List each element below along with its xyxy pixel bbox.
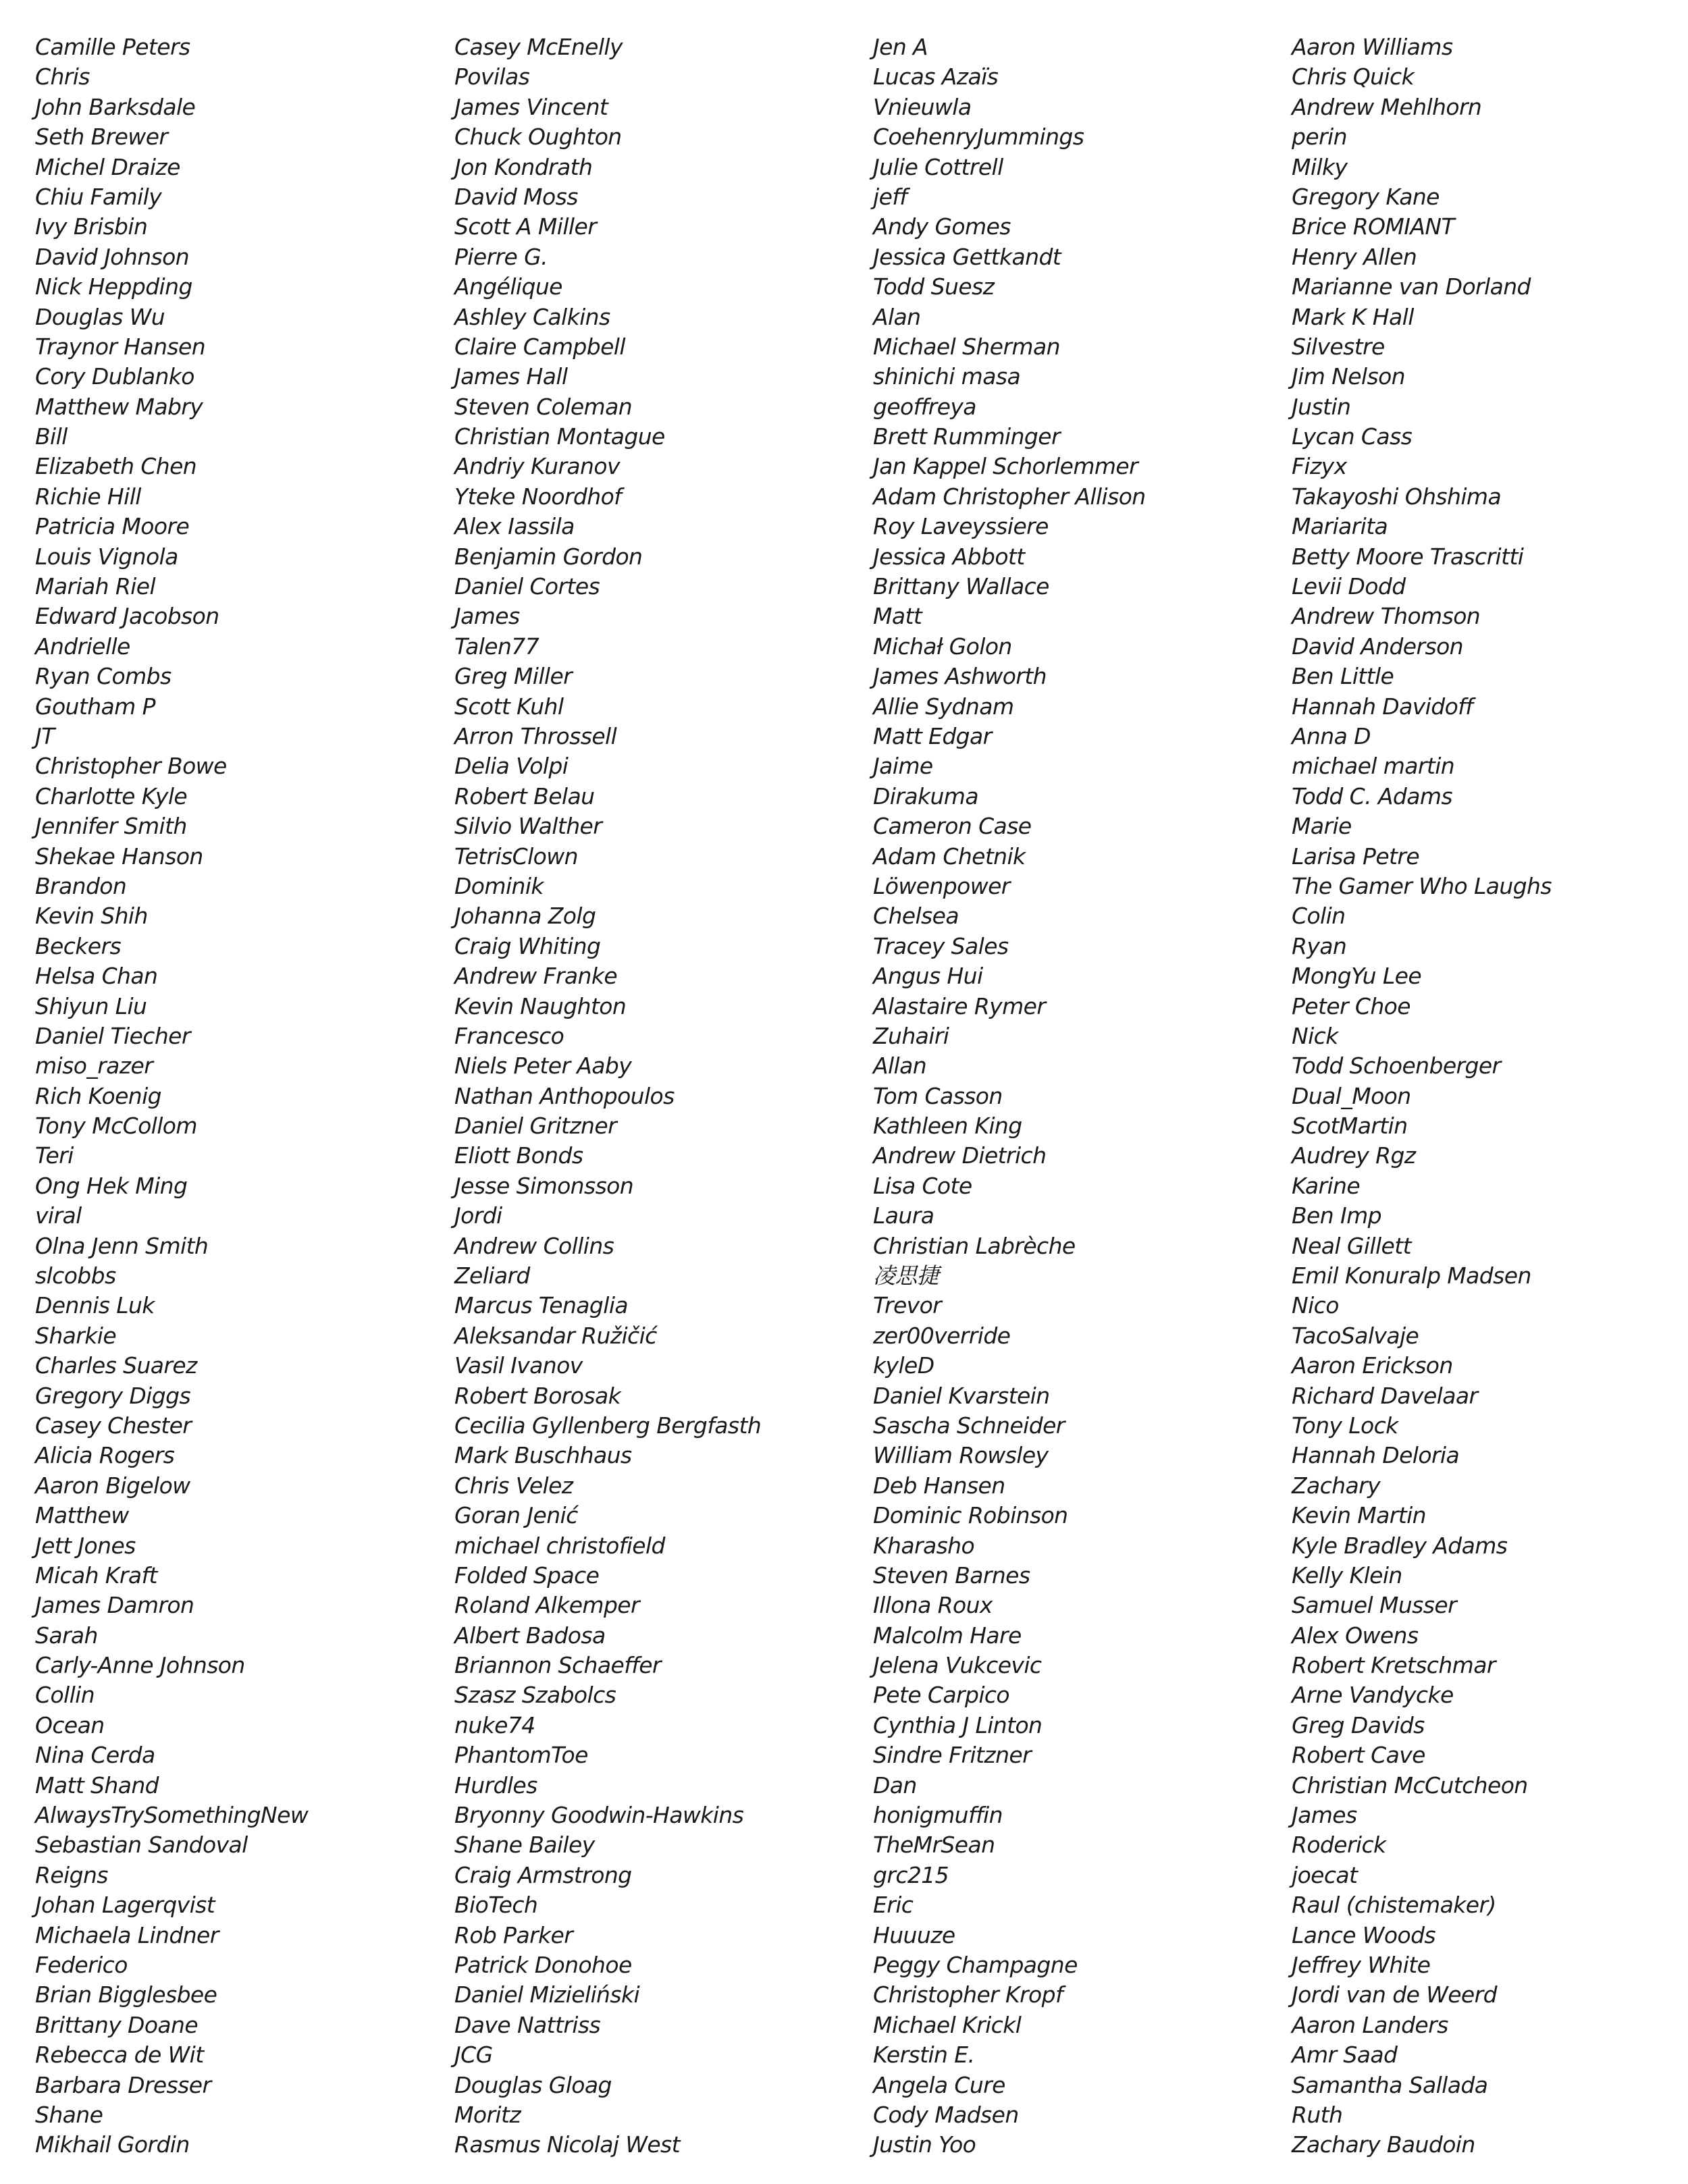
backer-name: Zachary Baudoin — [1292, 2131, 1475, 2158]
backer-name: Illona Roux — [873, 1592, 993, 1619]
backer-name: Alex Iassila — [454, 513, 575, 540]
backer-name: joecat — [1292, 1861, 1358, 1888]
backer-name: Allan — [873, 1053, 927, 1080]
backer-name: Mark K Hall — [1292, 303, 1414, 330]
backer-name: Audrey Rgz — [1292, 1142, 1416, 1169]
backer-name: Szasz Szabolcs — [454, 1682, 616, 1709]
backer-name: Patrick Donohoe — [454, 1952, 632, 1978]
backer-name: Matthew — [35, 1502, 129, 1529]
backer-name: Ben Imp — [1292, 1202, 1381, 1229]
backer-name: Michael Sherman — [873, 333, 1060, 360]
backer-name: Daniel Tiecher — [35, 1022, 190, 1049]
backer-name: Henry Allen — [1292, 243, 1417, 270]
backer-name: Reigns — [35, 1861, 108, 1888]
backer-name: Jessica Gettkandt — [873, 243, 1061, 270]
backer-name: Trevor — [873, 1292, 942, 1319]
backer-name: Camille Peters — [35, 34, 190, 60]
backer-name: Marcus Tenaglia — [454, 1292, 629, 1319]
backer-name: Shane Bailey — [454, 1832, 595, 1859]
backer-name: Dan — [873, 1772, 917, 1799]
backer-name: Gregory Diggs — [35, 1382, 191, 1409]
backer-name: Shiyun Liu — [35, 992, 147, 1019]
backer-name: Douglas Gloag — [454, 2071, 612, 2098]
backer-name: Jeffrey White — [1292, 1952, 1431, 1978]
backer-name: Rasmus Nicolaj West — [454, 2131, 680, 2158]
backer-name: Bryonny Goodwin-Hawkins — [454, 1802, 744, 1829]
backer-name: Ryan Combs — [35, 663, 172, 690]
backer-name: Justin Yoo — [873, 2131, 976, 2158]
backer-name: Teri — [35, 1142, 74, 1169]
backer-name: Goutham P — [35, 693, 155, 720]
backer-name: Claire Campbell — [454, 333, 625, 360]
backer-name: Andy Gomes — [873, 213, 1011, 240]
backer-name: Benjamin Gordon — [454, 543, 643, 570]
backer-name: Daniel Gritzner — [454, 1113, 617, 1140]
backer-name: viral — [35, 1202, 82, 1229]
backer-name: Lance Woods — [1292, 1921, 1436, 1948]
backer-name: Jelena Vukcevic — [873, 1652, 1042, 1679]
backer-name: Andrew Thomson — [1292, 603, 1481, 630]
backer-name: Chiu Family — [35, 183, 162, 210]
backer-name: Vnieuwla — [873, 93, 972, 120]
backer-name: Niels Peter Aaby — [454, 1053, 632, 1080]
backer-name: Jen A — [873, 34, 928, 60]
backer-name: Zuhairi — [873, 1022, 949, 1049]
backer-name: Bill — [35, 423, 68, 450]
backer-name: Sindre Fritzner — [873, 1742, 1032, 1769]
backer-name: Todd Suesz — [873, 273, 995, 300]
backer-name: Daniel Kvarstein — [873, 1382, 1050, 1409]
backer-name: AlwaysTrySomethingNew — [35, 1802, 309, 1829]
backer-name: Dennis Luk — [35, 1292, 155, 1319]
backer-name: Kelly Klein — [1292, 1562, 1402, 1589]
backer-name: Rob Parker — [454, 1921, 573, 1948]
backer-name: James Vincent — [454, 93, 608, 120]
backer-name: Olna Jenn Smith — [35, 1232, 209, 1259]
backer-name: jeff — [873, 183, 907, 210]
backer-name: Jordi van de Weerd — [1292, 1981, 1497, 2008]
backer-name: Jett Jones — [35, 1532, 136, 1559]
backer-name: Patricia Moore — [35, 513, 190, 540]
backer-name: Emil Konuralp Madsen — [1292, 1262, 1531, 1289]
backer-name: Pierre G. — [454, 243, 548, 270]
backer-name: Larisa Petre — [1292, 843, 1420, 870]
backer-name: Ashley Calkins — [454, 303, 610, 330]
backer-name: Deb Hansen — [873, 1472, 1005, 1499]
backer-name: Charlotte Kyle — [35, 782, 188, 809]
backer-name: miso_razer — [35, 1053, 153, 1080]
backer-name: PhantomToe — [454, 1742, 588, 1769]
backer-name: Louis Vignola — [35, 543, 178, 570]
backer-name: Laura — [873, 1202, 934, 1229]
backer-name: Christopher Bowe — [35, 753, 227, 780]
backer-name: Mark Buschhaus — [454, 1442, 632, 1469]
backer-name: Cody Madsen — [873, 2101, 1019, 2128]
names-column-1 — [35, 32, 440, 2160]
backer-name: Lycan Cass — [1292, 423, 1413, 450]
backer-name: Cory Dublanko — [35, 363, 194, 390]
backer-name: Kerstin E. — [873, 2042, 975, 2069]
backer-name: Sarah — [35, 1622, 98, 1649]
backer-name: Steven Barnes — [873, 1562, 1030, 1589]
backer-name: Rebecca de Wit — [35, 2042, 204, 2069]
backer-name: Delia Volpi — [454, 753, 569, 780]
backer-name: Eric — [873, 1892, 914, 1919]
backer-name: Steven Coleman — [454, 393, 633, 420]
backer-name: Sebastian Sandoval — [35, 1832, 248, 1859]
backer-name: Anna D — [1292, 722, 1371, 749]
backer-name: Albert Badosa — [454, 1622, 606, 1649]
backer-name: Fizyx — [1292, 453, 1347, 480]
backer-name: Arne Vandycke — [1292, 1682, 1454, 1709]
backer-name: Elizabeth Chen — [35, 453, 197, 480]
backer-name: Richard Davelaar — [1292, 1382, 1478, 1409]
backer-name: Dave Nattriss — [454, 2011, 601, 2038]
backer-name: Takayoshi Ohshima — [1292, 483, 1502, 510]
backer-name: Greg Miller — [454, 663, 573, 690]
names-column-4 — [1292, 32, 1688, 2160]
backer-name: Brittany Wallace — [873, 573, 1049, 600]
backer-name: Richie Hill — [35, 483, 141, 510]
backer-name: Folded Space — [454, 1562, 600, 1589]
backer-name: Michel Draize — [35, 153, 180, 180]
backer-name: Brice ROMIANT — [1292, 213, 1455, 240]
backer-name: Chris Velez — [454, 1472, 573, 1499]
backer-name: Allie Sydnam — [873, 693, 1014, 720]
backer-name: Samuel Musser — [1292, 1592, 1457, 1619]
backer-name: TetrisClown — [454, 843, 578, 870]
backer-name: Nick — [1292, 1022, 1338, 1049]
backer-name: Brandon — [35, 872, 127, 899]
backer-name: Kevin Martin — [1292, 1502, 1426, 1529]
backer-name: James Hall — [454, 363, 568, 390]
backer-name: Löwenpower — [873, 872, 1010, 899]
backer-name: Huuuze — [873, 1921, 955, 1948]
backer-name: CoehenryJummings — [873, 124, 1084, 151]
backer-name: JT — [35, 722, 55, 749]
backer-name: Christopher Kropf — [873, 1981, 1063, 2008]
backer-name: Aaron Landers — [1292, 2011, 1448, 2038]
backer-name: nuke74 — [454, 1711, 535, 1738]
backer-name: Nico — [1292, 1292, 1339, 1319]
backer-name: Peter Choe — [1292, 992, 1410, 1019]
backer-name: Mariarita — [1292, 513, 1388, 540]
backer-name: Lisa Cote — [873, 1172, 972, 1199]
backer-name: Amr Saad — [1292, 2042, 1398, 2069]
backer-name: James Ashworth — [873, 663, 1047, 690]
backer-name: David Moss — [454, 183, 578, 210]
backer-name: grc215 — [873, 1861, 949, 1888]
backer-name: Matt — [873, 603, 922, 630]
backer-name: ScotMartin — [1292, 1113, 1408, 1140]
backer-name: Ong Hek Ming — [35, 1172, 188, 1199]
backer-name: Johan Lagerqvist — [35, 1892, 215, 1919]
backer-name: Hurdles — [454, 1772, 537, 1799]
backer-name: Francesco — [454, 1022, 564, 1049]
backer-name: Andrew Mehlhorn — [1292, 93, 1482, 120]
backer-name: James Damron — [35, 1592, 194, 1619]
backer-name: Christian Montague — [454, 423, 665, 450]
backer-name: Andriy Kuranov — [454, 453, 620, 480]
backer-name: Karine — [1292, 1172, 1361, 1199]
backer-name: Ben Little — [1292, 663, 1394, 690]
backer-name: Ivy Brisbin — [35, 213, 148, 240]
backer-name: Gregory Kane — [1292, 183, 1440, 210]
backer-name: Jessica Abbott — [873, 543, 1025, 570]
backer-name: Matthew Mabry — [35, 393, 203, 420]
backer-name: Shekae Hanson — [35, 843, 203, 870]
backer-name: slcobbs — [35, 1262, 116, 1289]
backer-name: Marie — [1292, 813, 1352, 840]
backer-name: Andrew Collins — [454, 1232, 614, 1259]
backer-name: Matt Edgar — [873, 722, 992, 749]
backer-name: Silvestre — [1292, 333, 1385, 360]
backer-name: Talen77 — [454, 633, 539, 660]
backer-name: Tom Casson — [873, 1082, 1003, 1109]
backer-name: Robert Borosak — [454, 1382, 621, 1409]
backer-name: Christian McCutcheon — [1292, 1772, 1528, 1799]
backer-name: Daniel Mizieliński — [454, 1981, 640, 2008]
backer-name: Jaime — [873, 753, 933, 780]
backer-name: David Anderson — [1292, 633, 1463, 660]
backer-name: Vasil Ivanov — [454, 1352, 583, 1379]
backer-name: Betty Moore Trascritti — [1292, 543, 1524, 570]
backer-name: TacoSalvaje — [1292, 1322, 1419, 1349]
backer-name: Roy Laveyssiere — [873, 513, 1049, 540]
backer-name: Jon Kondrath — [454, 153, 593, 180]
backer-name: Cynthia J Linton — [873, 1711, 1043, 1738]
backer-name: Dominik — [454, 872, 544, 899]
backer-name: Lucas Azaïs — [873, 63, 999, 90]
backer-name: Helsa Chan — [35, 963, 158, 990]
backer-name: Jesse Simonsson — [454, 1172, 634, 1199]
backer-name: The Gamer Who Laughs — [1292, 872, 1552, 899]
backer-name: Brian Bigglesbee — [35, 1981, 217, 2008]
backer-name: Raul (chistemaker) — [1292, 1892, 1496, 1919]
backer-name: Kevin Shih — [35, 903, 148, 930]
backer-name: Craig Whiting — [454, 932, 601, 959]
backer-name: Seth Brewer — [35, 124, 168, 151]
backer-name: Andrielle — [35, 633, 130, 660]
backer-name: Tony Lock — [1292, 1412, 1398, 1439]
backer-name: Levii Dodd — [1292, 573, 1406, 600]
backer-name: Ruth — [1292, 2101, 1343, 2128]
backer-name: Charles Suarez — [35, 1352, 197, 1379]
backer-name: Adam Christopher Allison — [873, 483, 1146, 510]
backer-name: Brett Rumminger — [873, 423, 1060, 450]
backer-name: Hannah Davidoff — [1292, 693, 1473, 720]
backer-name: Carly-Anne Johnson — [35, 1652, 245, 1679]
backer-name: Kharasho — [873, 1532, 975, 1559]
backer-name: Povilas — [454, 63, 530, 90]
backer-name: Daniel Cortes — [454, 573, 600, 600]
backer-name: Julie Cottrell — [873, 153, 1003, 180]
backer-name: Robert Cave — [1292, 1742, 1425, 1769]
backer-name: Angela Cure — [873, 2071, 1005, 2098]
backer-name: Traynor Hansen — [35, 333, 206, 360]
backer-name: Angélique — [454, 273, 562, 300]
backer-name: BioTech — [454, 1892, 538, 1919]
backer-name: Robert Belau — [454, 782, 595, 809]
backer-name: Matt Shand — [35, 1772, 159, 1799]
backer-name: Mariah Riel — [35, 573, 156, 600]
backer-name: Peggy Champagne — [873, 1952, 1078, 1978]
backer-name: William Rowsley — [873, 1442, 1049, 1469]
backer-name: Micah Kraft — [35, 1562, 157, 1589]
backer-name: Alan — [873, 303, 921, 330]
backer-name: Chelsea — [873, 903, 959, 930]
backer-name: Mikhail Gordin — [35, 2131, 190, 2158]
backer-name: Brittany Doane — [35, 2011, 199, 2038]
backer-name: Todd Schoenberger — [1292, 1053, 1501, 1080]
backer-name: Adam Chetnik — [873, 843, 1026, 870]
backer-name: Chris Quick — [1292, 63, 1415, 90]
backer-name: Neal Gillett — [1292, 1232, 1411, 1259]
backer-name: Moritz — [454, 2101, 521, 2128]
backer-name: Kevin Naughton — [454, 992, 627, 1019]
backer-name: Aaron Williams — [1292, 34, 1453, 60]
backer-name: Alicia Rogers — [35, 1442, 175, 1469]
backer-name: Todd C. Adams — [1292, 782, 1452, 809]
backer-name: Andrew Dietrich — [873, 1142, 1047, 1169]
backer-name: Christian Labrèche — [873, 1232, 1076, 1259]
backer-name: Cameron Case — [873, 813, 1032, 840]
backer-name: Nick Heppding — [35, 273, 192, 300]
names-column-3 — [873, 32, 1278, 2160]
backer-name: shinichi masa — [873, 363, 1021, 390]
backer-name: Dirakuma — [873, 782, 978, 809]
backer-name: Greg Davids — [1292, 1711, 1425, 1738]
backer-name: Sascha Schneider — [873, 1412, 1065, 1439]
backer-name: 凌思捷 — [873, 1262, 939, 1289]
names-column-2 — [454, 32, 860, 2160]
backer-name: Scott A Miller — [454, 213, 597, 240]
backer-name: Marianne van Dorland — [1292, 273, 1531, 300]
backer-name: Craig Armstrong — [454, 1861, 632, 1888]
backer-name: Jan Kappel Schorlemmer — [873, 453, 1138, 480]
backer-name: David Johnson — [35, 243, 190, 270]
backer-name: Roderick — [1292, 1832, 1386, 1859]
backer-name: Jim Nelson — [1292, 363, 1405, 390]
backer-name: Milky — [1292, 153, 1348, 180]
backer-name: Robert Kretschmar — [1292, 1652, 1496, 1679]
backer-name: Jennifer Smith — [35, 813, 187, 840]
backer-name: James — [454, 603, 520, 630]
backer-name: Ryan — [1292, 932, 1347, 959]
backer-name: Edward Jacobson — [35, 603, 219, 630]
backer-name: Casey McEnelly — [454, 34, 623, 60]
backer-name: Chris — [35, 63, 90, 90]
backer-name: geoffreya — [873, 393, 976, 420]
backer-name: zer00verride — [873, 1322, 1011, 1349]
backer-name: Scott Kuhl — [454, 693, 564, 720]
backer-name: perin — [1292, 124, 1347, 151]
backer-name: Michał Golon — [873, 633, 1012, 660]
backer-name: michael christofield — [454, 1532, 665, 1559]
backer-name: Casey Chester — [35, 1412, 192, 1439]
backer-name: Kathleen King — [873, 1113, 1022, 1140]
backer-name: Andrew Franke — [454, 963, 618, 990]
backer-name: Pete Carpico — [873, 1682, 1010, 1709]
backer-name: Silvio Walther — [454, 813, 602, 840]
backer-name: Nina Cerda — [35, 1742, 155, 1769]
backer-name: michael martin — [1292, 753, 1455, 780]
backer-name: Michael Krickl — [873, 2011, 1022, 2038]
backer-name: Samantha Sallada — [1292, 2071, 1488, 2098]
backer-name: TheMrSean — [873, 1832, 995, 1859]
backer-name: Aaron Bigelow — [35, 1472, 190, 1499]
backer-name: Colin — [1292, 903, 1346, 930]
backer-name: Alastaire Rymer — [873, 992, 1046, 1019]
backer-name: Federico — [35, 1952, 128, 1978]
backer-name: Johanna Zolg — [454, 903, 596, 930]
backer-name: Eliott Bonds — [454, 1142, 583, 1169]
backer-name: Aaron Erickson — [1292, 1352, 1453, 1379]
backer-name: kyleD — [873, 1352, 934, 1379]
backer-name: Roland Alkemper — [454, 1592, 639, 1619]
backer-name: JCG — [454, 2042, 493, 2069]
backer-name: Goran Jenić — [454, 1502, 578, 1529]
backer-name: Briannon Schaeffer — [454, 1652, 661, 1679]
backer-name: Aleksandar Ružičić — [454, 1322, 657, 1349]
backer-name: Zachary — [1292, 1472, 1381, 1499]
backer-name: honigmuffin — [873, 1802, 1003, 1829]
backer-name: Sharkie — [35, 1322, 117, 1349]
backer-name: Alex Owens — [1292, 1622, 1419, 1649]
backer-name: Hannah Deloria — [1292, 1442, 1460, 1469]
backer-name: Michaela Lindner — [35, 1921, 219, 1948]
backer-name: Chuck Oughton — [454, 124, 622, 151]
backer-name: Justin — [1292, 393, 1351, 420]
backer-name: John Barksdale — [35, 93, 196, 120]
backer-name: James — [1292, 1802, 1357, 1829]
backer-name: Douglas Wu — [35, 303, 165, 330]
backer-name: Dual_Moon — [1292, 1082, 1411, 1109]
backer-name: Ocean — [35, 1711, 105, 1738]
backer-name: Tracey Sales — [873, 932, 1009, 959]
backer-name: Kyle Bradley Adams — [1292, 1532, 1508, 1559]
backer-name: Dominic Robinson — [873, 1502, 1068, 1529]
backer-name: Arron Throssell — [454, 722, 617, 749]
backer-name: Shane — [35, 2101, 103, 2128]
backer-name: Rich Koenig — [35, 1082, 162, 1109]
backer-name: Tony McCollom — [35, 1113, 197, 1140]
backer-name: Barbara Dresser — [35, 2071, 211, 2098]
backer-name: Nathan Anthopoulos — [454, 1082, 675, 1109]
backer-name: MongYu Lee — [1292, 963, 1422, 990]
backer-name: Malcolm Hare — [873, 1622, 1022, 1649]
backer-name: Cecilia Gyllenberg Bergfasth — [454, 1412, 762, 1439]
backer-name: Angus Hui — [873, 963, 983, 990]
backer-name: Jordi — [454, 1202, 502, 1229]
backer-name: Zeliard — [454, 1262, 530, 1289]
backer-name: Yteke Noordhof — [454, 483, 622, 510]
backer-name: Beckers — [35, 932, 122, 959]
backer-name: Collin — [35, 1682, 95, 1709]
